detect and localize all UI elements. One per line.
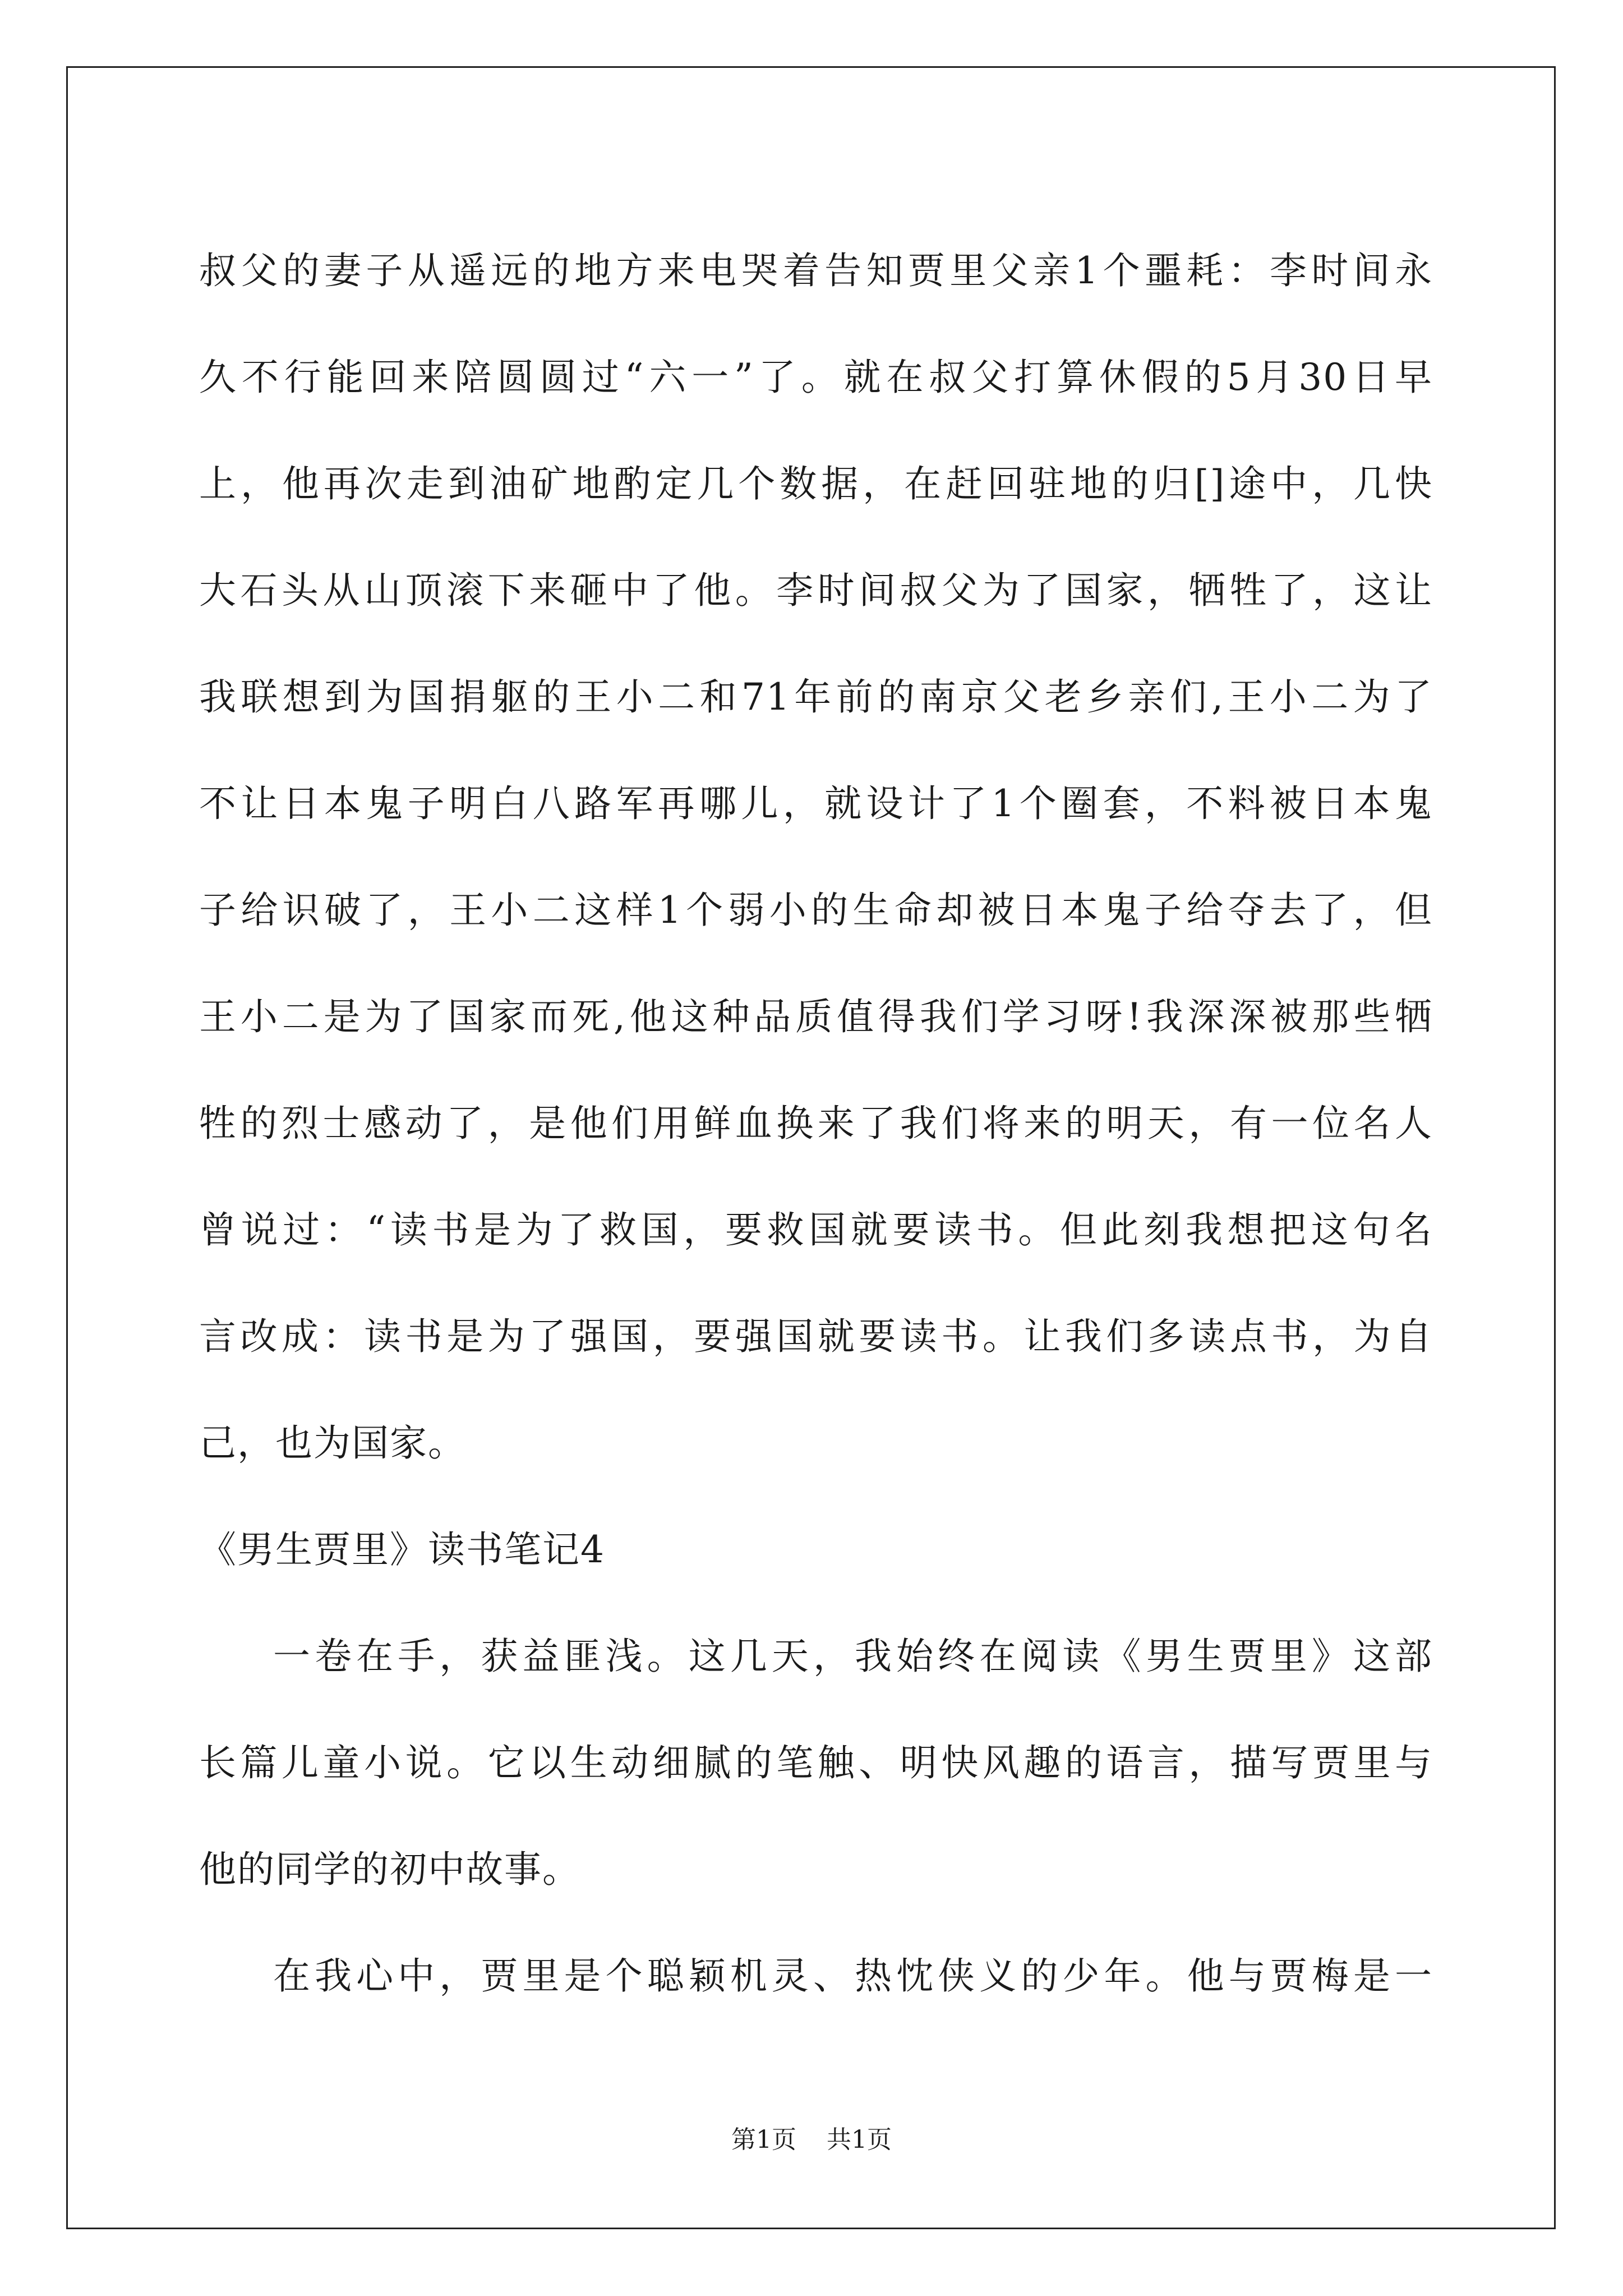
- text-line: 长篇儿童小说。它以生动细腻的笔触、明快风趣的语言，描写贾里与: [199, 1741, 1433, 1784]
- text-line: 牲的烈士感动了，是他们用鲜血换来了我们将来的明天，有一位名人: [199, 1102, 1433, 1145]
- page-total: 共1页: [827, 2125, 892, 2154]
- text-line: 子给识破了，王小二这样1个弱小的生命却被日本鬼子给夺去了，但: [199, 889, 1433, 932]
- text-line: 言改成：读书是为了强国，要强国就要读书。让我们多读点书，为自: [199, 1315, 1433, 1358]
- text-line: 曾说过：“读书是为了救国，要救国就要读书。但此刻我想把这句名: [199, 1208, 1433, 1251]
- text-line: 己，也为国家。: [199, 1421, 466, 1465]
- paragraph-first-line: 一卷在手，获益匪浅。这几天，我始终在阅读《男生贾里》这部: [273, 1635, 1433, 1678]
- document-body: [199, 218, 1433, 2030]
- text-line: 我联想到为国捐躯的王小二和71年前的南京父老乡亲们,王小二为了: [199, 675, 1433, 719]
- text-line: 他的同学的初中故事。: [199, 1848, 580, 1891]
- text-line: 不让日本鬼子明白八路军再哪儿，就设计了1个圈套，不料被日本鬼: [199, 782, 1433, 825]
- text-line: 王小二是为了国家而死,他这种品质值得我们学习呀!我深深被那些牺: [199, 995, 1433, 1038]
- page-footer: [0, 2123, 1623, 2157]
- page-number: 第1页: [731, 2125, 796, 2154]
- text-line: 久不行能回来陪圆圆过“六一”了。就在叔父打算休假的5月30日早: [199, 356, 1433, 399]
- section-heading: 《男生贾里》读书笔记4: [199, 1528, 605, 1571]
- text-line: 大石头从山顶滚下来砸中了他。李时间叔父为了国家，牺牲了，这让: [199, 569, 1433, 612]
- paragraph-first-line: 在我心中，贾里是个聪颖机灵、热忱侠义的少年。他与贾梅是一: [273, 1954, 1433, 1998]
- text-line: 上，他再次走到油矿地酌定几个数据，在赶回驻地的归[]途中，几快: [199, 462, 1433, 505]
- text-line: 叔父的妻子从遥远的地方来电哭着告知贾里父亲1个噩耗：李时间永: [199, 249, 1433, 292]
